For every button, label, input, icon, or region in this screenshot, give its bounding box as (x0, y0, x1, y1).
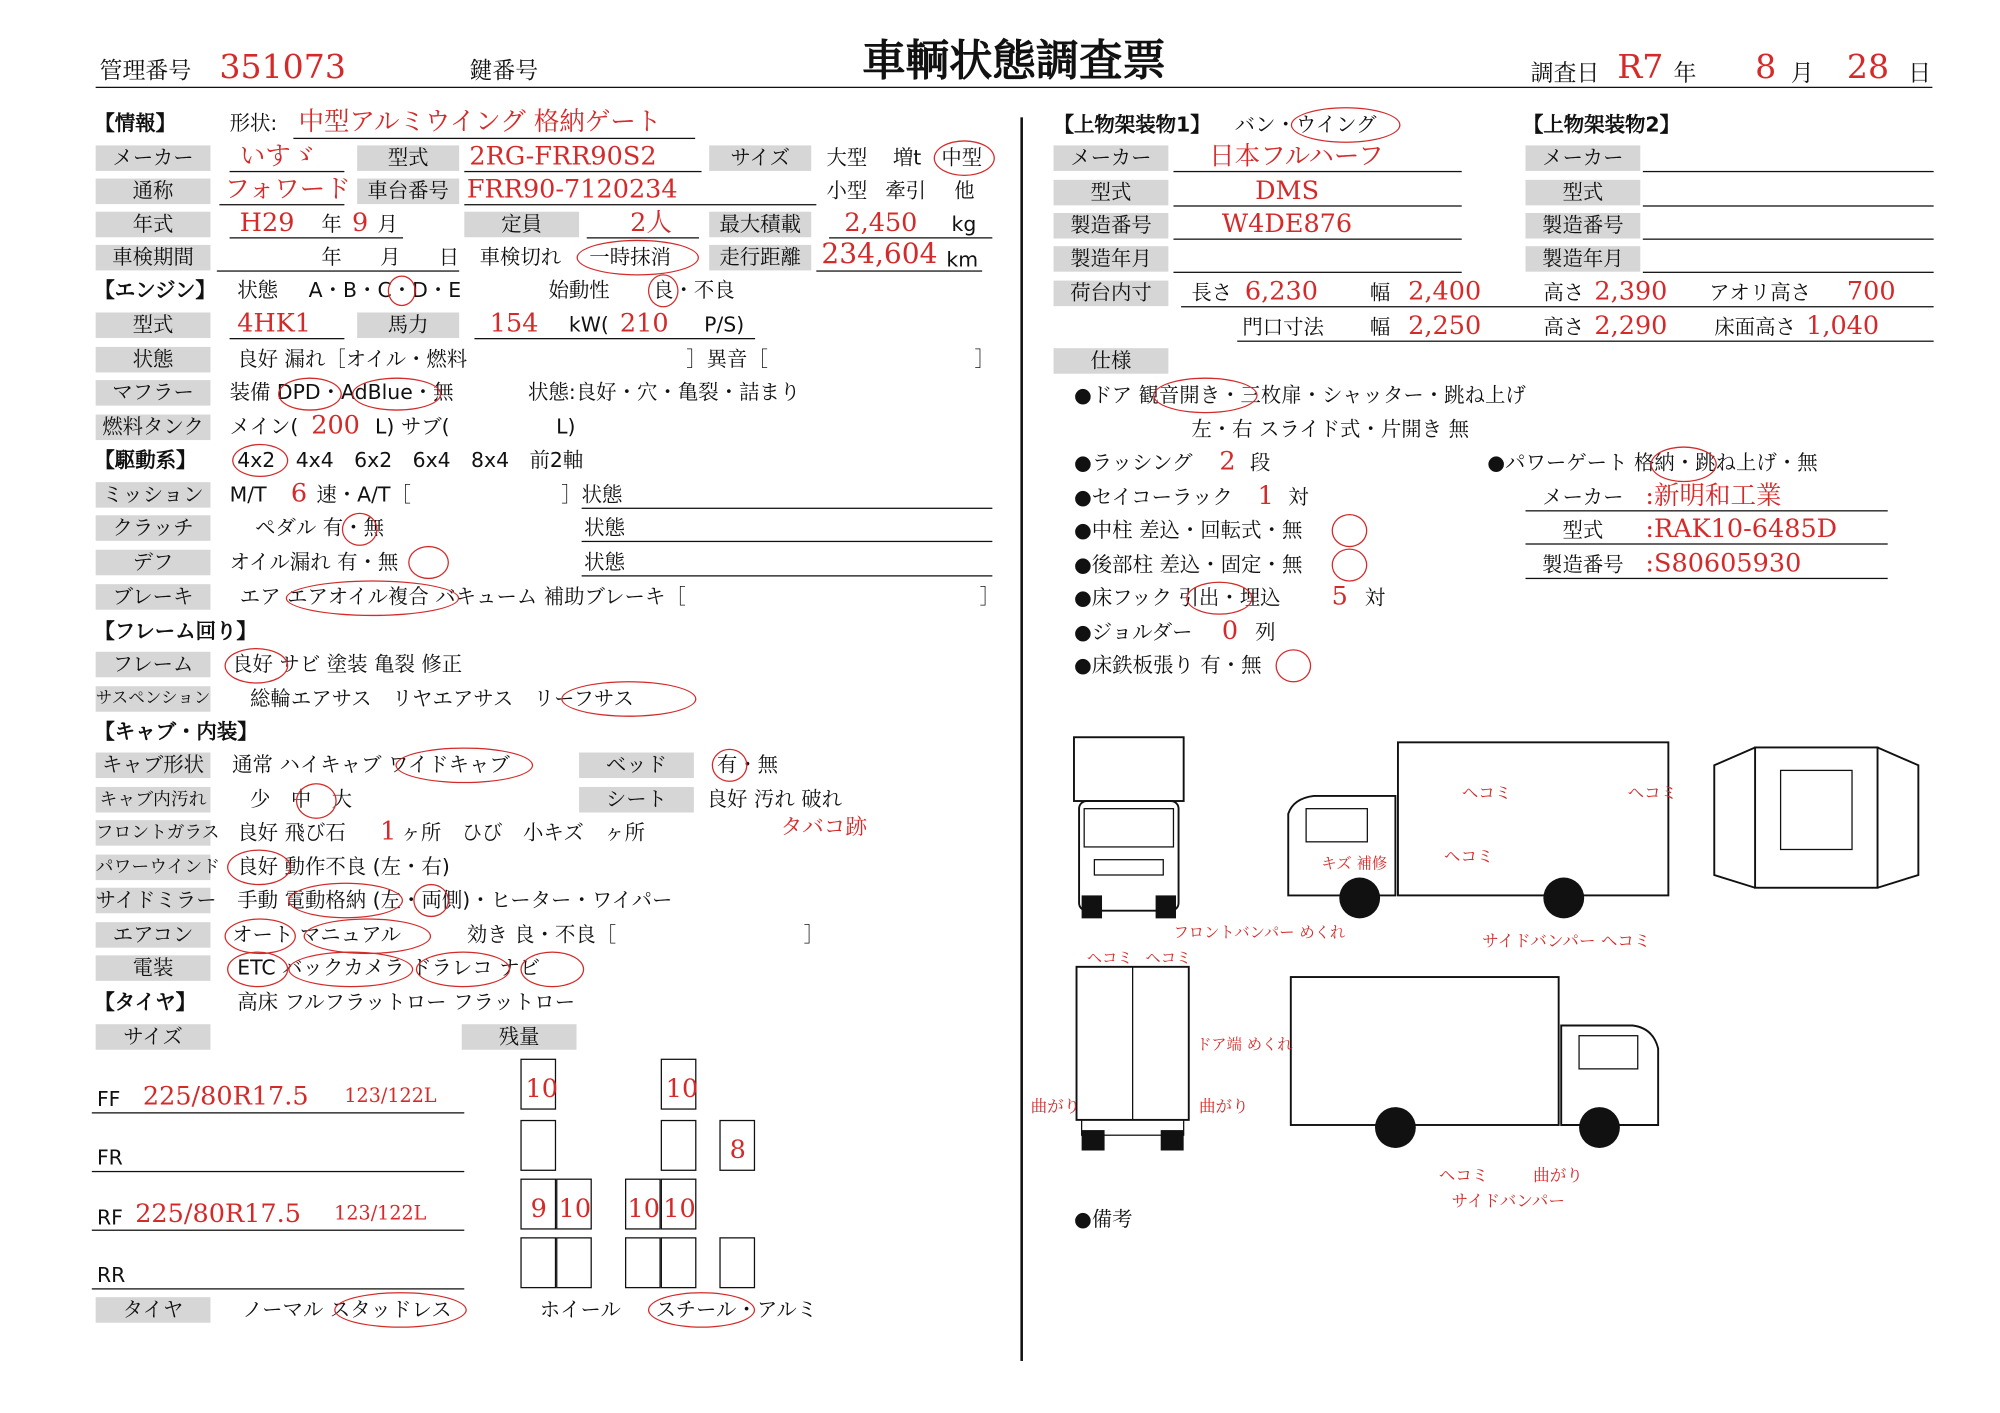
truck-rear-view (1071, 962, 1193, 1153)
tire-rr-2 (556, 1237, 592, 1288)
mirror-text: 手動 電動格納 (左・両側)・ヒーター・ワイパー (237, 887, 673, 912)
note-magari-bottom: 曲がり (1533, 1167, 1583, 1187)
section-drive: 【駆動系】 (94, 447, 197, 472)
hp-label: 馬力 (357, 312, 459, 338)
note-hekomi-bottom: ヘコミ (1438, 1167, 1489, 1187)
spec-door: ●ドア 観音開き・三枚扉・シャッター・跳ね上げ (1073, 382, 1526, 407)
mission-rest: 速・A/T［ (316, 482, 411, 507)
body2-ym-label: 製造年月 (1525, 246, 1640, 272)
diff-label: デフ (96, 550, 211, 576)
tire-rf-1-value: 9 (530, 1192, 547, 1224)
clutch-label: クラッチ (96, 515, 211, 541)
aori-value: 700 (1846, 275, 1896, 307)
size-mid: 中型 (941, 145, 983, 170)
clutch-state: 状態 (584, 515, 626, 540)
bed-label: ベッド (579, 753, 694, 779)
note-front-bumper: フロントバンパー めくれ (1173, 923, 1346, 942)
tank-label: 燃料タンク (96, 415, 211, 441)
body1-model-value: DMS (1255, 174, 1320, 206)
door-width-label: 幅 (1369, 315, 1391, 340)
maxload-label: 最大積載 (709, 212, 811, 238)
spec-door2: 左・右 スライド式・片開き 無 (1191, 417, 1469, 442)
year-label: 年式 (96, 212, 211, 238)
tank-main-unit: L) サブ( (374, 414, 450, 439)
spec-lash: ●ラッシング (1073, 450, 1193, 475)
truck-side-view-right (1286, 972, 1669, 1151)
ac-text: オート マニュアル (232, 922, 402, 947)
size-label: サイズ (709, 145, 811, 171)
ff-load: 123/122L (344, 1084, 437, 1108)
height-label: 高さ (1543, 280, 1585, 305)
shape-value: 中型アルミウイング 格納ゲート (298, 105, 662, 137)
rf-label: RF (96, 1205, 123, 1230)
cond-label: 状態 (96, 347, 211, 373)
start-label: 始動性 (548, 278, 610, 303)
body1-model-label: 型式 (1054, 180, 1169, 206)
tread-text: 高床 フルフラットロー フラットロー (237, 989, 576, 1015)
muffler-state: 状態:良好・穴・亀裂・詰まり (528, 380, 801, 405)
note-door-mekure: ドア端 めくれ (1196, 1035, 1293, 1054)
door-height-label: 高さ (1543, 315, 1585, 340)
muffler-label: マフラー (96, 380, 211, 406)
inspect-tsuki: 月 (380, 244, 401, 270)
engine-model-value: 4HK1 (237, 307, 312, 339)
size-large: 大型 (826, 145, 868, 170)
maxload-unit: kg (951, 211, 977, 236)
mission-speed: 6 (290, 477, 308, 508)
dirt-label: キャブ内汚れ (96, 787, 211, 813)
section-cab: 【キャブ・内装】 (94, 719, 258, 744)
note-hekomi-2: ヘコミ (1627, 784, 1678, 804)
ps-unit: P/S) (704, 312, 745, 337)
body1-serial-label: 製造番号 (1054, 213, 1169, 239)
elec-label: 電装 (96, 955, 211, 981)
width-label: 幅 (1369, 280, 1391, 305)
glass-text: 良好 飛び石 (237, 820, 346, 845)
height-value: 2,390 (1594, 275, 1668, 307)
tire-ff-right-value: 10 (665, 1072, 699, 1104)
size-add: 増t (892, 145, 922, 170)
date-tsuki: 月 (1790, 59, 1814, 87)
floor-value: 1,040 (1806, 309, 1880, 341)
date-month: 8 (1755, 48, 1777, 87)
date-hi: 日 (1908, 59, 1932, 87)
note-hekomi-rear-1: ヘコミ (1086, 948, 1133, 967)
cond-close: ］ (974, 346, 995, 372)
tank-sub-unit: L) (556, 414, 576, 439)
inspect-hi: 日 (438, 244, 460, 270)
spec-hook-value: 5 (1331, 580, 1348, 611)
dirt-text: 少 中 大 (249, 786, 353, 812)
frame-text: 良好 サビ 塗装 亀裂 修正 (232, 651, 463, 677)
cab-shape-label: キャブ形状 (96, 753, 211, 779)
tire-rr-1 (520, 1237, 556, 1288)
kanri-label: 管理番号 (99, 57, 192, 85)
pg-model-label: 型式 (1562, 517, 1604, 543)
body2-maker-label: メーカー (1525, 145, 1640, 171)
bed-text: 有・無 (716, 752, 779, 777)
note-kizu: キズ 補修 (1321, 854, 1388, 873)
note-hekomi-3: ヘコミ (1443, 848, 1494, 868)
body1-type: バン・ウイング (1234, 112, 1377, 137)
year-tsuki: 月 (377, 211, 398, 236)
date-nen: 年 (1673, 59, 1697, 87)
tire-fr-left (520, 1120, 556, 1171)
susp-text: 総輪エアサス リヤエアサス リーフサス (249, 686, 634, 711)
date-label: 調査日 (1530, 59, 1600, 87)
spec-lash-unit: 段 (1249, 450, 1271, 475)
body1-maker-label: メーカー (1054, 145, 1169, 171)
sheet-label: シート (579, 787, 694, 813)
rf-load: 123/122L (334, 1201, 427, 1225)
chassis-label: 車台番号 (357, 179, 459, 205)
width-value: 2,400 (1408, 275, 1482, 307)
body1-maker-value: 日本フルハーフ (1209, 140, 1384, 171)
body1-serial-value: W4DE876 (1221, 207, 1353, 239)
maker-value: いすゞ (239, 140, 317, 171)
rr-label: RR (96, 1262, 126, 1287)
pg-serial-label: 製造番号 (1542, 552, 1624, 577)
pg-serial-value: :S80605930 (1645, 547, 1802, 578)
tire-rr-3 (625, 1237, 661, 1288)
year-nen: 年 (321, 211, 342, 236)
spec-lash-value: 2 (1219, 445, 1236, 476)
spec-plate: ●床鉄板張り 有・無 (1073, 653, 1262, 678)
spec-hook: ●床フック 引出・埋込 (1073, 585, 1281, 610)
chassis-value: FRR90-7120234 (466, 173, 678, 205)
section-body1: 【上物架装物1】 (1053, 112, 1211, 137)
len-value: 6,230 (1244, 275, 1318, 307)
spec-seiko-value: 1 (1257, 479, 1274, 511)
note-side-bumper: サイドバンパー ヘコミ (1482, 932, 1651, 952)
ff-label: FF (96, 1086, 121, 1111)
start-options: 良・不良 (653, 278, 735, 303)
mileage-label: 走行距離 (709, 245, 811, 271)
cond-abn: ］異音［ (686, 346, 768, 372)
spec-pillar: ●中柱 差込・回転式・無 (1073, 517, 1303, 543)
pw-text: 良好 動作不良 (左・右) (237, 854, 450, 879)
floor-label: 床面高さ (1714, 315, 1796, 340)
tank-main: メイン( (229, 414, 299, 439)
kw-value: 154 (489, 307, 539, 339)
year-month: 9 (352, 206, 369, 238)
glass-rest: ヶ所 ひび 小キズ ヶ所 (400, 820, 646, 845)
tire-fr-right (661, 1120, 697, 1171)
tire-rf-2-value: 10 (558, 1192, 592, 1224)
ac-close: ］ (803, 922, 824, 947)
common-label: 通称 (96, 179, 211, 205)
inspect-exp-label: 車検切れ (479, 244, 562, 270)
glass-count: 1 (380, 815, 397, 846)
mileage-value: 234,604 (821, 238, 938, 271)
kagi-label: 鍵番号 (469, 57, 539, 85)
engine-state-options: A・B・C・D・E (308, 278, 462, 303)
center-divider (1020, 117, 1023, 1361)
spec-joist: ●ジョルダー (1073, 619, 1193, 645)
size-small: 小型 (826, 178, 868, 203)
frame-label: フレーム (96, 652, 211, 678)
maxload-value: 2,450 (844, 206, 918, 238)
door-height-value: 2,290 (1594, 309, 1668, 341)
note-magari-left: 曲がり (1030, 1098, 1081, 1118)
model-value: 2RG-FRR90S2 (469, 140, 657, 171)
remarks-label: ●備考 (1073, 1206, 1133, 1231)
mirror-label: サイドミラー (95, 887, 217, 912)
section-frame: 【フレーム回り】 (94, 618, 257, 643)
inner-label: 荷台内寸 (1054, 281, 1169, 307)
section-info: 【情報】 (94, 110, 177, 136)
spec-joist-unit: 列 (1255, 619, 1276, 645)
spec-label: 仕様 (1054, 348, 1169, 374)
wheel-label: ホイール (539, 1297, 621, 1322)
engine-state-label: 状態 (237, 278, 279, 303)
note-hekomi-rear-2: ヘコミ (1145, 948, 1192, 967)
tire-size-label: サイズ (96, 1024, 211, 1050)
glass-label: フロントガラス (96, 820, 211, 846)
ff-size: 225/80R17.5 (142, 1080, 309, 1111)
tire-rr-spare (719, 1237, 755, 1288)
clutch-text: ペダル 有・無 (255, 515, 385, 540)
maker-label: メーカー (96, 145, 211, 171)
inspect-exp-value: 一時抹消 (589, 244, 671, 270)
door-width-value: 2,250 (1408, 309, 1482, 341)
spec-rear: ●後部柱 差込・固定・無 (1073, 552, 1303, 577)
brake-label: ブレーキ (96, 584, 211, 610)
spec-powergate: ●パワーゲート 格納・跳ね上げ・無 (1487, 450, 1818, 475)
date-day: 28 (1846, 48, 1890, 87)
kw-unit: kW( (568, 312, 609, 337)
kanri-value: 351073 (219, 48, 346, 87)
diff-text: オイル漏れ 有・無 (229, 549, 399, 574)
body2-model-label: 型式 (1525, 180, 1640, 206)
size-other: 他 (954, 178, 975, 203)
tank-main-value: 200 (311, 409, 360, 441)
engine-model-label: 型式 (96, 312, 211, 338)
tire-type-label: タイヤ (96, 1297, 211, 1323)
ps-value: 210 (619, 307, 669, 339)
elec-text: ETC バックカメラ ドラレコ ナビ (237, 955, 541, 980)
spec-seiko: ●セイコーラック (1073, 484, 1233, 509)
body2-serial-label: 製造番号 (1525, 213, 1640, 239)
spec-hook-unit: 対 (1364, 585, 1386, 610)
date-era: R7 (1617, 48, 1664, 87)
muffler-text: 装備 DPD・AdBlue・無 (229, 380, 454, 405)
brake-close: ］ (979, 584, 1001, 609)
note-side-bumper-bottom: サイドバンパー (1451, 1192, 1565, 1212)
capacity-label: 定員 (464, 212, 579, 238)
spec-seiko-unit: 対 (1288, 484, 1309, 509)
note-hekomi-1: ヘコミ (1461, 784, 1512, 804)
aori-label: アオリ高さ (1709, 280, 1812, 305)
shape-label: 形状: (229, 110, 278, 136)
ac-state: 効き 良・不良［ (466, 922, 617, 947)
inspect-nen: 年 (321, 244, 342, 270)
inspect-label: 車検期間 (96, 245, 211, 271)
section-body2: 【上物架装物2】 (1522, 112, 1681, 137)
pg-model-value: :RAK10-6485D (1645, 512, 1838, 544)
drive-options: 4x2 4x4 6x2 6x4 8x4 前2軸 (237, 447, 584, 472)
mission-mt: M/T (229, 482, 267, 507)
sheet-title: 車輌状態調査票 (862, 35, 1166, 87)
ac-label: エアコン (96, 922, 211, 948)
tire-rf-3-value: 10 (627, 1192, 661, 1224)
note-magari-right: 曲がり (1198, 1098, 1249, 1118)
len-label: 長さ (1191, 280, 1233, 305)
mission-close: ］状態 (561, 482, 623, 507)
cab-shape-text: 通常 ハイキャブ ワイドキャブ (232, 752, 510, 777)
cargo-open-view (1712, 742, 1921, 895)
remain-label: 残量 (462, 1024, 577, 1050)
section-engine: 【エンジン】 (94, 278, 216, 303)
pg-maker-value: :新明和工業 (1645, 479, 1782, 511)
sheet-note: タバコ跡 (780, 815, 868, 841)
common-value: フォワード (224, 173, 351, 205)
fr-label: FR (96, 1145, 123, 1170)
susp-label: サスペンション (96, 686, 211, 712)
tire-ff-left-value: 10 (525, 1072, 558, 1104)
size-tow: 牽引 (885, 178, 927, 203)
cond-text: 良好 漏れ［オイル・燃料 (237, 346, 468, 372)
body1-ym-label: 製造年月 (1054, 246, 1169, 272)
door-size-label: 門口寸法 (1242, 315, 1324, 340)
mission-label: ミッション (96, 482, 211, 508)
section-tire: 【タイヤ】 (94, 989, 197, 1015)
sheet-text: 良好 汚れ 破れ (706, 786, 843, 812)
truck-front-view (1066, 732, 1194, 923)
brake-text: エア エアオイル複合 バキューム 補助ブレーキ［ (239, 584, 686, 609)
year-value: H29 (239, 206, 295, 238)
wheel-text: スチール・アルミ (655, 1297, 818, 1322)
pw-label: パワーウインド (96, 855, 211, 881)
tire-spare-value: 8 (729, 1133, 746, 1165)
mileage-unit: km (946, 247, 979, 272)
truck-side-view-left (1276, 737, 1674, 926)
model-label: 型式 (357, 145, 459, 171)
tire-type-text: ノーマル スタッドレス (242, 1297, 452, 1322)
capacity-value: 2人 (630, 206, 672, 238)
spec-joist-value: 0 (1221, 614, 1239, 646)
tire-rf-4-value: 10 (663, 1192, 696, 1224)
rf-size: 225/80R17.5 (135, 1197, 301, 1229)
pg-maker-label: メーカー (1542, 484, 1624, 509)
tire-rr-4 (661, 1237, 697, 1288)
diff-state: 状態 (584, 549, 626, 574)
